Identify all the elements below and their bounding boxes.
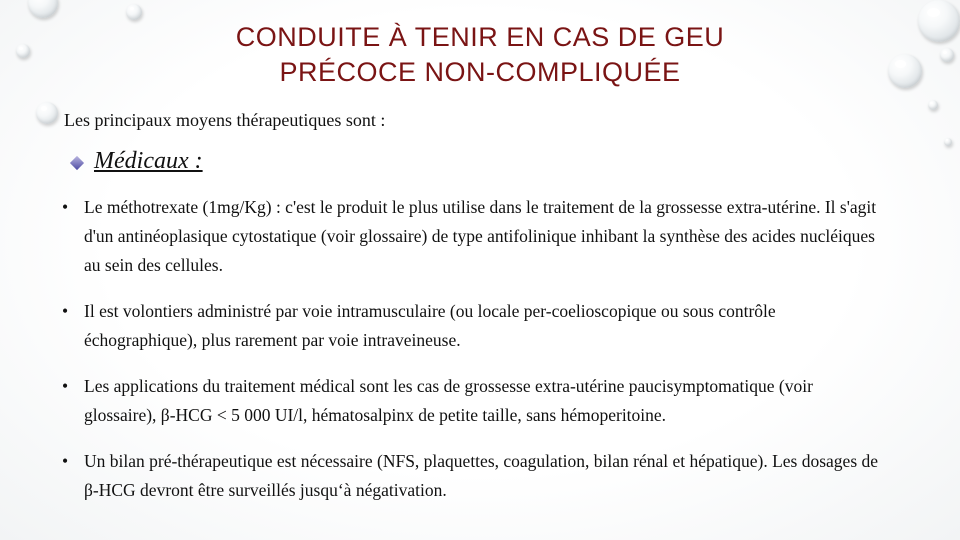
water-drop-decoration xyxy=(888,54,922,88)
bullet-dot: • xyxy=(62,197,69,217)
title-line-1: CONDUITE À TENIR EN CAS DE GEU xyxy=(235,22,725,52)
list-item xyxy=(62,447,882,505)
list-item xyxy=(62,193,882,280)
title-line-2: PRÉCOCE NON-COMPLIQUÉE xyxy=(279,57,681,87)
list-item-text: Un bilan pré-thérapeutique est nécessaire (NFS, plaquettes, coagulation, bilan rénal et hépatique). Les dosages de β-HCG devront être surveillés jusqu‘à négativation. xyxy=(84,451,879,500)
water-drop-decoration xyxy=(126,4,142,20)
water-drop-decoration xyxy=(918,0,960,42)
water-drop-decoration xyxy=(944,138,952,146)
slide-title xyxy=(120,20,840,90)
intro-text: Les principaux moyens thérapeutiques sont : xyxy=(64,110,386,130)
bullet-dot: • xyxy=(62,451,69,471)
list-item-text: Il est volontiers administré par voie intramusculaire (ou locale per-coelioscopique ou sous contrôle échographique), plus rarement par voie intraveineuse. xyxy=(84,301,776,350)
list-item-text: Les applications du traitement médical sont les cas de grossesse extra-utérine paucisymptomatique (voir glossaire), β-HCG < 5 000 UI/l, hématosalpinx de petite taille, sans hémoperitoine. xyxy=(84,376,813,425)
bullet-dot: • xyxy=(62,376,69,396)
bullet-list xyxy=(62,193,882,522)
list-item xyxy=(62,372,882,430)
list-item xyxy=(62,297,882,355)
list-item-text: Le méthotrexate (1mg/Kg) : c'est le produit le plus utilise dans le traitement de la grossesse extra-utérine. Il s'agit d'un antinéoplasique cytostatique (voir glossaire) de type antifolinique inhibant la synthèse des acides nucléiques au sein des cellules. xyxy=(84,197,877,275)
water-drop-decoration xyxy=(940,48,954,62)
diamond-bullet-icon xyxy=(70,155,84,169)
water-drop-decoration xyxy=(16,44,30,58)
section-heading xyxy=(72,148,203,175)
bullet-dot: • xyxy=(62,301,69,321)
water-drop-decoration xyxy=(36,102,58,124)
water-drop-decoration xyxy=(28,0,58,18)
section-heading-label: Médicaux : xyxy=(94,148,203,174)
water-drop-decoration xyxy=(928,100,938,110)
